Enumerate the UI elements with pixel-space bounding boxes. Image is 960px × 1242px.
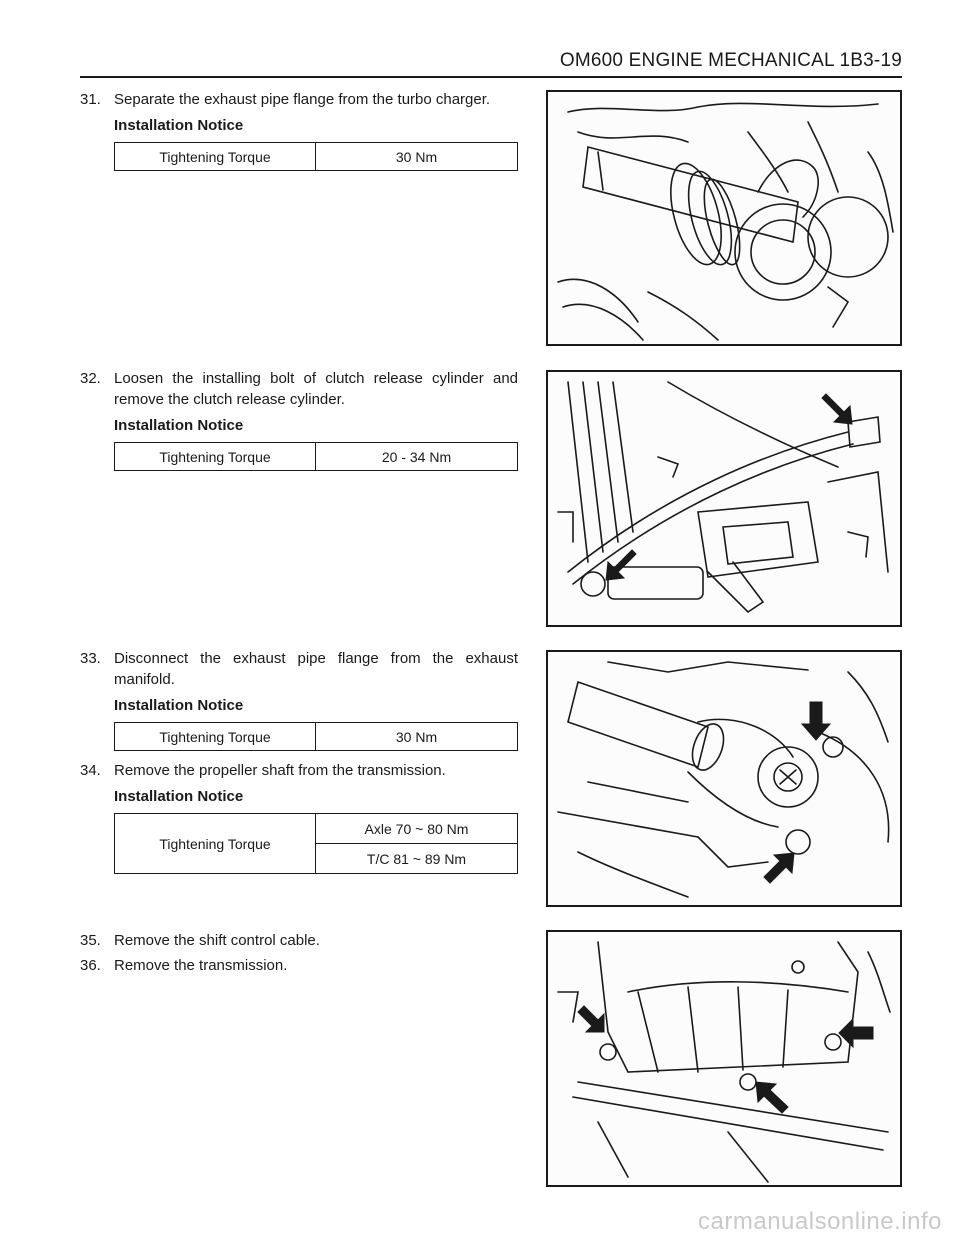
- step-number: 32.: [80, 370, 101, 387]
- figure-transmission: [546, 930, 902, 1187]
- torque-value: 30 Nm: [316, 723, 518, 751]
- page-title: OM600 ENGINE MECHANICAL 1B3-19: [559, 50, 902, 71]
- torque-value: 20 - 34 Nm: [316, 443, 518, 471]
- step-31: [80, 89, 518, 110]
- torque-value-tc: T/C 81 ~ 89 Nm: [316, 844, 518, 874]
- figure-propeller-shaft: [546, 650, 902, 907]
- torque-label: Tightening Torque: [115, 723, 316, 751]
- installation-notice-heading: Installation Notice: [114, 117, 244, 134]
- torque-table-33: [114, 722, 518, 751]
- torque-value: 30 Nm: [316, 143, 518, 171]
- step-36: [80, 955, 518, 976]
- step-33: [80, 648, 518, 690]
- step-text: Loosen the installing bolt of clutch release cylinder and remove the clutch release cylinder.: [114, 370, 518, 408]
- watermark: carmanualsonline.info: [698, 1208, 942, 1235]
- step-text: Remove the shift control cable.: [114, 932, 320, 949]
- torque-label: Tightening Torque: [115, 814, 316, 874]
- step-text: Remove the transmission.: [114, 957, 288, 974]
- installation-notice-heading: Installation Notice: [114, 788, 244, 805]
- step-34: [80, 760, 518, 781]
- torque-label: Tightening Torque: [115, 143, 316, 171]
- step-number: 34.: [80, 762, 101, 779]
- installation-notice-heading: Installation Notice: [114, 417, 244, 434]
- step-number: 33.: [80, 650, 101, 667]
- step-text: Remove the propeller shaft from the transmission.: [114, 762, 446, 779]
- step-32: [80, 368, 518, 410]
- torque-label: Tightening Torque: [115, 443, 316, 471]
- step-number: 35.: [80, 932, 101, 949]
- step-number: 36.: [80, 957, 101, 974]
- step-text: Disconnect the exhaust pipe flange from the exhaust manifold.: [114, 650, 518, 688]
- installation-notice-heading: Installation Notice: [114, 697, 244, 714]
- torque-table-31: [114, 142, 518, 171]
- torque-value-axle: Axle 70 ~ 80 Nm: [316, 814, 518, 844]
- step-number: 31.: [80, 91, 101, 108]
- step-text: Separate the exhaust pipe flange from the turbo charger.: [114, 91, 491, 108]
- step-35: [80, 930, 518, 951]
- torque-table-34: [114, 813, 518, 874]
- header-divider: [80, 76, 902, 78]
- figure-turbocharger: [546, 90, 902, 346]
- torque-table-32: [114, 442, 518, 471]
- figure-clutch-release-cylinder: [546, 370, 902, 627]
